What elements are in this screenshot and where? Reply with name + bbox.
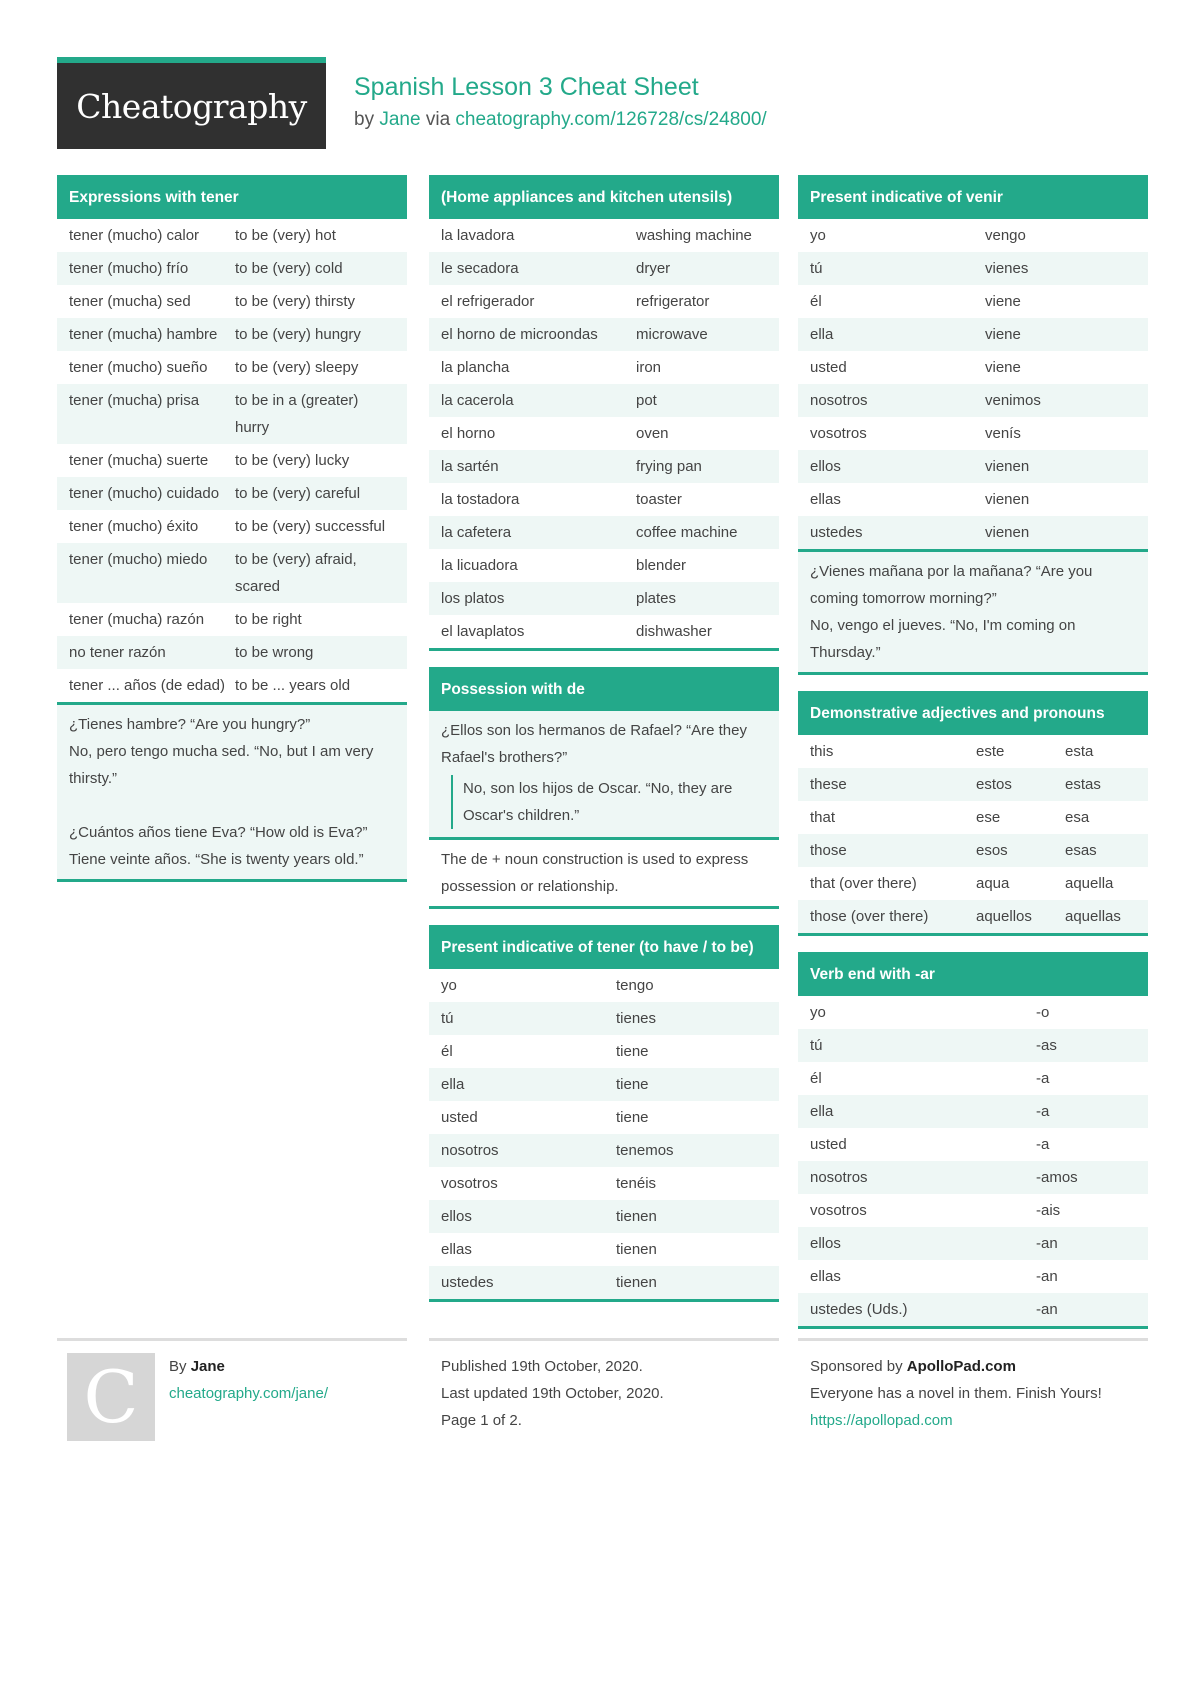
table-row (429, 219, 779, 252)
table-row (798, 1095, 1148, 1128)
table-cell: dryer (636, 260, 671, 277)
table-row (798, 900, 1148, 933)
example-answer: No, son los hijos de Oscar. “No, they are Oscar's children.” (451, 775, 767, 829)
table-row (57, 510, 407, 543)
table-row (57, 285, 407, 318)
table (429, 219, 779, 648)
section-demonstratives (798, 691, 1148, 936)
table-cell: that (810, 809, 836, 826)
table-cell: plates (636, 590, 677, 607)
table-cell: él (810, 293, 822, 310)
table-row (429, 516, 779, 549)
table-cell: vienen (985, 458, 1030, 475)
sponsored-label: Sponsored by (810, 1358, 903, 1375)
table-cell: viene (985, 293, 1021, 310)
table-cell: este (976, 743, 1005, 760)
table-cell: el refrigerador (441, 293, 535, 310)
sponsor-text: Everyone has a novel in them. Finish Yours! (810, 1385, 1102, 1402)
table-cell: nosotros (441, 1142, 499, 1159)
table (57, 219, 407, 702)
table-cell: blender (636, 557, 687, 574)
table-row (429, 252, 779, 285)
header (57, 57, 1147, 149)
table-cell: tener (mucha) razón (69, 611, 205, 628)
column-3 (798, 175, 1148, 1345)
table-row (798, 1029, 1148, 1062)
table-cell: ustedes (810, 524, 863, 541)
table-row (429, 417, 779, 450)
table-cell: yo (810, 1004, 826, 1021)
table-row (57, 219, 407, 252)
possession-example (429, 711, 779, 837)
table-row (429, 351, 779, 384)
table-cell: ellas (810, 491, 841, 508)
table-cell: usted (441, 1109, 478, 1126)
examples-note (798, 549, 1148, 672)
table-cell: el lavaplatos (441, 623, 525, 640)
table-cell: to be (very) cold (235, 260, 343, 277)
table-cell: -a (1036, 1103, 1050, 1120)
example-line: Tiene veinte años. “She is twenty years old.” (69, 851, 364, 868)
table-cell: esta (1065, 743, 1094, 760)
sponsor-line (810, 1353, 1136, 1380)
table-row (798, 735, 1148, 768)
table-cell: tener (mucho) miedo (69, 551, 208, 568)
table-row (429, 582, 779, 615)
table-cell: el horno de microondas (441, 326, 598, 343)
table-cell: nosotros (810, 392, 868, 409)
table-cell: tienen (616, 1208, 657, 1225)
table-cell: tienen (616, 1274, 657, 1291)
table-cell: to be (very) hot (235, 227, 336, 244)
byline-via: via (425, 109, 451, 130)
table-cell: la sartén (441, 458, 499, 475)
table-cell: tiene (616, 1109, 649, 1126)
page-number: Page 1 of 2. (441, 1412, 522, 1429)
table-row (798, 1062, 1148, 1095)
table-cell: esa (1065, 809, 1090, 826)
table-cell: to be wrong (235, 644, 314, 661)
table-cell: la licuadora (441, 557, 518, 574)
table-cell: esas (1065, 842, 1097, 859)
table-cell: to be in a (greater) hurry (235, 392, 359, 436)
column-2 (429, 175, 779, 1318)
table (798, 219, 1148, 549)
table-cell: vienen (985, 524, 1030, 541)
table-row (798, 1293, 1148, 1326)
table-cell: vosotros (441, 1175, 498, 1192)
table-cell: this (810, 743, 834, 760)
table-cell: to be right (235, 611, 302, 628)
table-cell: tener ... años (de edad) (69, 677, 225, 694)
table-row (57, 669, 407, 702)
table-cell: tenéis (616, 1175, 657, 1192)
sponsor-link[interactable]: https://apollopad.com (810, 1412, 953, 1429)
table-cell: tener (mucho) sueño (69, 359, 208, 376)
table-row (798, 996, 1148, 1029)
section-title: Possession with de (429, 667, 779, 711)
table-row (798, 768, 1148, 801)
table-row (798, 351, 1148, 384)
table-cell: tener (mucho) cuidado (69, 485, 220, 502)
table-row (798, 834, 1148, 867)
table-cell: usted (810, 359, 847, 376)
table-cell: vosotros (810, 1202, 867, 1219)
table-cell: -amos (1036, 1169, 1078, 1186)
section-title: Present indicative of tener (to have / to be) (429, 925, 779, 969)
table (429, 969, 779, 1299)
table-row (798, 867, 1148, 900)
table-cell: -a (1036, 1070, 1050, 1087)
table-row (57, 477, 407, 510)
table-cell: to be (very) hungry (235, 326, 361, 343)
table-cell: tengo (616, 977, 654, 994)
table-cell: tener (mucha) hambre (69, 326, 218, 343)
possession-note: The de + noun construction is used to express possession or relationship. (429, 837, 779, 906)
table-row (798, 450, 1148, 483)
section-venir-conjugation (798, 175, 1148, 675)
section-ar-verbs (798, 952, 1148, 1329)
example-line: No, vengo el jueves. “No, I'm coming on Thursday.” (810, 617, 1076, 661)
table-row (798, 1194, 1148, 1227)
table-cell: ella (441, 1076, 465, 1093)
table-row (429, 318, 779, 351)
section-title: Verb end with -ar (798, 952, 1148, 996)
table-cell: tú (441, 1010, 454, 1027)
table-row (429, 1101, 779, 1134)
table-row (57, 444, 407, 477)
table-cell: la tostadora (441, 491, 520, 508)
table (798, 996, 1148, 1326)
table-cell: vengo (985, 227, 1026, 244)
table-cell: ese (976, 809, 1001, 826)
table-cell: tienes (616, 1010, 657, 1027)
column-1 (57, 175, 407, 898)
table-row (798, 384, 1148, 417)
table-row (429, 1002, 779, 1035)
sponsor-name[interactable]: ApolloPad.com (906, 1358, 1016, 1375)
table-row (429, 969, 779, 1002)
table-cell: ellos (810, 1235, 841, 1252)
table-row (57, 252, 407, 285)
table-cell: ellos (441, 1208, 472, 1225)
table-cell: aquellas (1065, 908, 1121, 925)
table-row (57, 543, 407, 603)
example-question: ¿Ellos son los hermanos de Rafael? “Are they Rafael's brothers?” (441, 722, 747, 766)
table-cell: to be (very) thirsty (235, 293, 356, 310)
table-row (429, 483, 779, 516)
table-row (798, 1227, 1148, 1260)
table-row (798, 219, 1148, 252)
table-cell: -as (1036, 1037, 1057, 1054)
table-cell: iron (636, 359, 662, 376)
table-row (798, 318, 1148, 351)
table-row (57, 636, 407, 669)
table-cell: tienen (616, 1241, 657, 1258)
example-line: No, pero tengo mucha sed. “No, but I am very thirsty.” (69, 743, 374, 787)
table-row (429, 1266, 779, 1299)
table-cell: viene (985, 359, 1021, 376)
table-cell: ustedes (Uds.) (810, 1301, 908, 1318)
table-cell: microwave (636, 326, 708, 343)
table-cell: ella (810, 1103, 834, 1120)
table-row (429, 1167, 779, 1200)
table-row (798, 483, 1148, 516)
table-cell: vienes (985, 260, 1029, 277)
footer-author (57, 1338, 407, 1453)
table-cell: tener (mucho) calor (69, 227, 200, 244)
table-cell: vienen (985, 491, 1030, 508)
table-row (429, 549, 779, 582)
table-cell: tener (mucha) sed (69, 293, 191, 310)
table-row (429, 1035, 779, 1068)
table-row (798, 1161, 1148, 1194)
table-row (429, 1134, 779, 1167)
author-info (169, 1353, 328, 1407)
table-cell: la cacerola (441, 392, 514, 409)
section-tener-conjugation (429, 925, 779, 1302)
table-cell: la plancha (441, 359, 510, 376)
table-cell: venimos (985, 392, 1041, 409)
table-cell: el horno (441, 425, 496, 442)
table-cell: ustedes (441, 1274, 494, 1291)
author-avatar[interactable]: C (67, 1353, 155, 1441)
table-cell: oven (636, 425, 669, 442)
table-row (798, 252, 1148, 285)
spacer (69, 792, 395, 819)
table-cell: tiene (616, 1076, 649, 1093)
table-row (57, 318, 407, 351)
table-cell: yo (441, 977, 457, 994)
table-row (798, 1128, 1148, 1161)
table-cell: yo (810, 227, 826, 244)
table-row (798, 801, 1148, 834)
table-cell: ellas (810, 1268, 841, 1285)
table-row (429, 1200, 779, 1233)
table-row (798, 285, 1148, 318)
sheet-url-link[interactable]: cheatography.com/126728/cs/24800/ (455, 109, 767, 130)
author-profile-link[interactable]: cheatography.com/jane/ (169, 1385, 328, 1402)
table-row (798, 1260, 1148, 1293)
table-cell: to be ... years old (235, 677, 351, 694)
example-line: ¿Vienes mañana por la mañana? “Are you coming tomorrow morning?” (810, 563, 1093, 607)
table-cell: él (441, 1043, 453, 1060)
table-cell: tener (mucho) éxito (69, 518, 199, 535)
table-cell: estas (1065, 776, 1101, 793)
author-name: Jane (190, 1358, 225, 1375)
table (798, 735, 1148, 933)
table-cell: to be (very) successful (235, 518, 386, 535)
table-cell: frying pan (636, 458, 702, 475)
example-line: ¿Tienes hambre? “Are you hungry?” (69, 716, 311, 733)
table-cell: pot (636, 392, 657, 409)
table-cell: ella (810, 326, 834, 343)
table-cell: -a (1036, 1136, 1050, 1153)
table-row (429, 285, 779, 318)
table-cell: tener (mucha) suerte (69, 452, 209, 469)
table-cell: that (over there) (810, 875, 917, 892)
table-cell: aquella (1065, 875, 1114, 892)
table-cell: vosotros (810, 425, 867, 442)
table-cell: coffee machine (636, 524, 738, 541)
table-cell: -an (1036, 1235, 1058, 1252)
table-row (429, 1233, 779, 1266)
table-cell: dishwasher (636, 623, 712, 640)
table-cell: usted (810, 1136, 847, 1153)
author-link[interactable]: Jane (379, 109, 421, 130)
section-title: (Home appliances and kitchen utensils) (429, 175, 779, 219)
table-cell: washing machine (636, 227, 752, 244)
table-cell: venís (985, 425, 1021, 442)
section-title: Present indicative of venir (798, 175, 1148, 219)
table-cell: toaster (636, 491, 682, 508)
table-cell: tenemos (616, 1142, 674, 1159)
table-cell: those (810, 842, 847, 859)
section-tener-expressions (57, 175, 407, 882)
table-cell: él (810, 1070, 822, 1087)
table-cell: -o (1036, 1004, 1050, 1021)
table-cell: -ais (1036, 1202, 1061, 1219)
table-row (429, 615, 779, 648)
table-cell: to be (very) afraid, scared (235, 551, 357, 595)
table-cell: le secadora (441, 260, 519, 277)
table-cell: la lavadora (441, 227, 515, 244)
footer-sponsor (798, 1338, 1148, 1434)
footer-dates (429, 1338, 779, 1434)
table-cell: esos (976, 842, 1008, 859)
table-cell: refrigerator (636, 293, 710, 310)
by-label: By (169, 1358, 187, 1375)
table-row (429, 384, 779, 417)
byline-by: by (354, 109, 375, 130)
cheatography-logo[interactable]: Cheatography (57, 57, 326, 149)
example-line: ¿Cuántos años tiene Eva? “How old is Eva?” (69, 824, 368, 841)
author-line (169, 1353, 328, 1380)
table-cell: tener (mucha) prisa (69, 392, 200, 409)
table-cell: estos (976, 776, 1012, 793)
table-cell: tener (mucho) frío (69, 260, 189, 277)
table-cell: these (810, 776, 847, 793)
published-date: Published 19th October, 2020. (441, 1358, 643, 1375)
table-cell: tú (810, 260, 823, 277)
updated-date: Last updated 19th October, 2020. (441, 1385, 664, 1402)
table-cell: ellas (441, 1241, 472, 1258)
table-cell: -an (1036, 1301, 1058, 1318)
table-row (57, 351, 407, 384)
section-title: Expressions with tener (57, 175, 407, 219)
table-cell: -an (1036, 1268, 1058, 1285)
section-possession (429, 667, 779, 909)
section-title: Demonstrative adjectives and pronouns (798, 691, 1148, 735)
table-cell: no tener razón (69, 644, 166, 661)
table-row (798, 516, 1148, 549)
table-row (798, 417, 1148, 450)
table-row (57, 384, 407, 444)
table-row (57, 603, 407, 636)
table-cell: those (over there) (810, 908, 929, 925)
table-cell: viene (985, 326, 1021, 343)
table-cell: aquellos (976, 908, 1032, 925)
table-cell: to be (very) sleepy (235, 359, 359, 376)
byline (354, 109, 767, 131)
table-cell: to be (very) careful (235, 485, 361, 502)
page-title: Spanish Lesson 3 Cheat Sheet (354, 73, 699, 101)
table-row (429, 1068, 779, 1101)
table-cell: aqua (976, 875, 1010, 892)
section-appliances (429, 175, 779, 651)
table-row (429, 450, 779, 483)
table-cell: tú (810, 1037, 823, 1054)
examples-note (57, 702, 407, 879)
table-cell: tiene (616, 1043, 649, 1060)
table-cell: to be (very) lucky (235, 452, 350, 469)
table-cell: nosotros (810, 1169, 868, 1186)
table-cell: la cafetera (441, 524, 512, 541)
table-cell: ellos (810, 458, 841, 475)
table-cell: los platos (441, 590, 505, 607)
